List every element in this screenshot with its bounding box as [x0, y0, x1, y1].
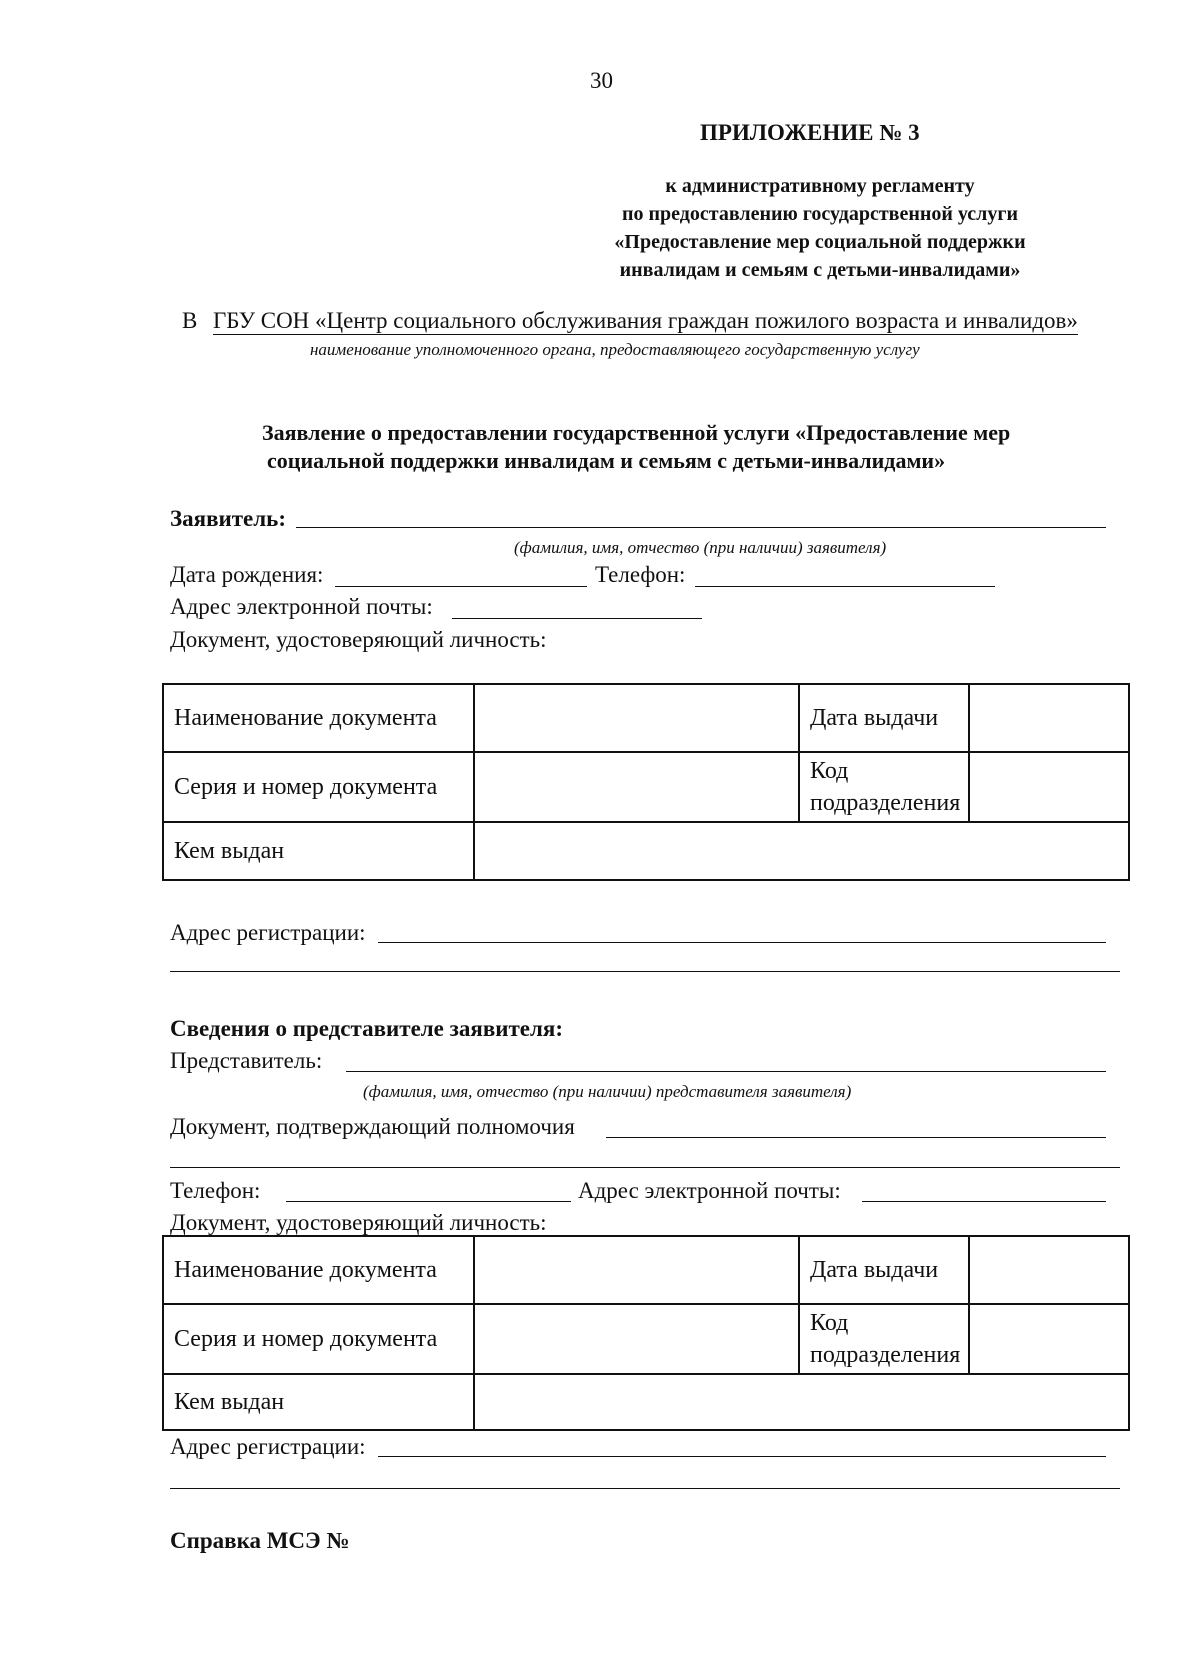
applicant-caption: (фамилия, имя, отчество (при наличии) заявителя) — [514, 538, 887, 557]
appendix-line: по предоставлению государственной услуги — [621, 203, 1019, 225]
representative-name-field[interactable] — [346, 1071, 1106, 1072]
representative-address-field[interactable] — [378, 1456, 1106, 1457]
applicant-phone-label: Телефон: — [595, 562, 686, 587]
representative-caption: (фамилия, имя, отчество (при наличии) представителя заявителя) — [363, 1082, 852, 1101]
dept-code-field[interactable] — [969, 1304, 1129, 1374]
applicant-address-field[interactable] — [378, 942, 1106, 943]
representative-phone-label: Телефон: — [170, 1178, 261, 1203]
page-number: 30 — [590, 68, 613, 93]
series-number-field[interactable] — [474, 752, 799, 822]
applicant-name-field[interactable] — [296, 527, 1106, 528]
birth-date-field[interactable] — [335, 586, 587, 587]
series-number-field[interactable] — [474, 1304, 799, 1374]
appendix-line: «Предоставление мер социальной поддержки — [614, 231, 1026, 253]
doc-name-field[interactable] — [474, 684, 799, 752]
issue-date-label: Дата выдачи — [799, 684, 969, 752]
applicant-phone-field[interactable] — [695, 586, 995, 587]
dept-code-label: Код подразделения — [799, 1304, 969, 1374]
issued-by-label: Кем выдан — [163, 1374, 474, 1430]
mse-certificate-label: Справка МСЭ № — [170, 1528, 350, 1553]
representative-phone-field[interactable] — [286, 1201, 571, 1202]
statement-title-line-2: социальной поддержки инвалидам и семьям с детьми-инвалидами» — [267, 448, 946, 473]
representative-section-title: Сведения о представителе заявителя: — [170, 1016, 564, 1041]
applicant-address-label: Адрес регистрации: — [170, 920, 366, 945]
recipient-caption: наименование уполномоченного органа, предоставляющего государственную услугу — [310, 340, 920, 359]
doc-name-label: Наименование документа — [163, 1236, 474, 1304]
issued-by-field[interactable] — [474, 1374, 1129, 1430]
applicant-identity-doc-label: Документ, удостоверяющий личность: — [170, 627, 547, 652]
series-number-label: Серия и номер документа — [163, 1304, 474, 1374]
appendix-line: инвалидам и семьям с детьми-инвалидами» — [619, 259, 1021, 281]
issue-date-field[interactable] — [969, 1236, 1129, 1304]
series-number-label: Серия и номер документа — [163, 752, 474, 822]
issued-by-label: Кем выдан — [163, 822, 474, 880]
issue-date-field[interactable] — [969, 684, 1129, 752]
applicant-document-table — [162, 683, 1130, 881]
representative-identity-doc-label: Документ, удостоверяющий личность: — [170, 1210, 547, 1235]
representative-email-field[interactable] — [862, 1201, 1106, 1202]
birth-date-label: Дата рождения: — [170, 562, 324, 587]
recipient-prefix: В — [182, 308, 198, 333]
applicant-email-field[interactable] — [452, 618, 702, 619]
doc-name-label: Наименование документа — [163, 684, 474, 752]
dept-code-label: Код подразделения — [799, 752, 969, 822]
applicant-label: Заявитель: — [170, 506, 286, 531]
applicant-address-field-2[interactable] — [170, 971, 1120, 972]
appendix-line: к административному регламенту — [665, 175, 975, 197]
recipient-organization: ГБУ СОН «Центр социального обслуживания граждан пожилого возраста и инвалидов» — [213, 308, 1078, 333]
authority-doc-field[interactable] — [606, 1137, 1106, 1138]
representative-email-label: Адрес электронной почты: — [578, 1178, 841, 1203]
statement-title-line-1: Заявление о предоставлении государственной услуги «Предоставление мер — [262, 420, 1011, 445]
dept-code-field[interactable] — [969, 752, 1129, 822]
representative-address-field-2[interactable] — [170, 1488, 1120, 1489]
applicant-email-label: Адрес электронной почты: — [170, 594, 433, 619]
authority-doc-label: Документ, подтверждающий полномочия — [170, 1114, 575, 1139]
issued-by-field[interactable] — [474, 822, 1129, 880]
doc-name-field[interactable] — [474, 1236, 799, 1304]
issue-date-label: Дата выдачи — [799, 1236, 969, 1304]
representative-document-table — [162, 1235, 1130, 1431]
representative-label: Представитель: — [170, 1048, 323, 1073]
appendix-reference — [560, 172, 1080, 284]
appendix-title: ПРИЛОЖЕНИЕ № 3 — [700, 120, 920, 145]
representative-address-label: Адрес регистрации: — [170, 1434, 366, 1459]
authority-doc-field-2[interactable] — [170, 1167, 1120, 1168]
